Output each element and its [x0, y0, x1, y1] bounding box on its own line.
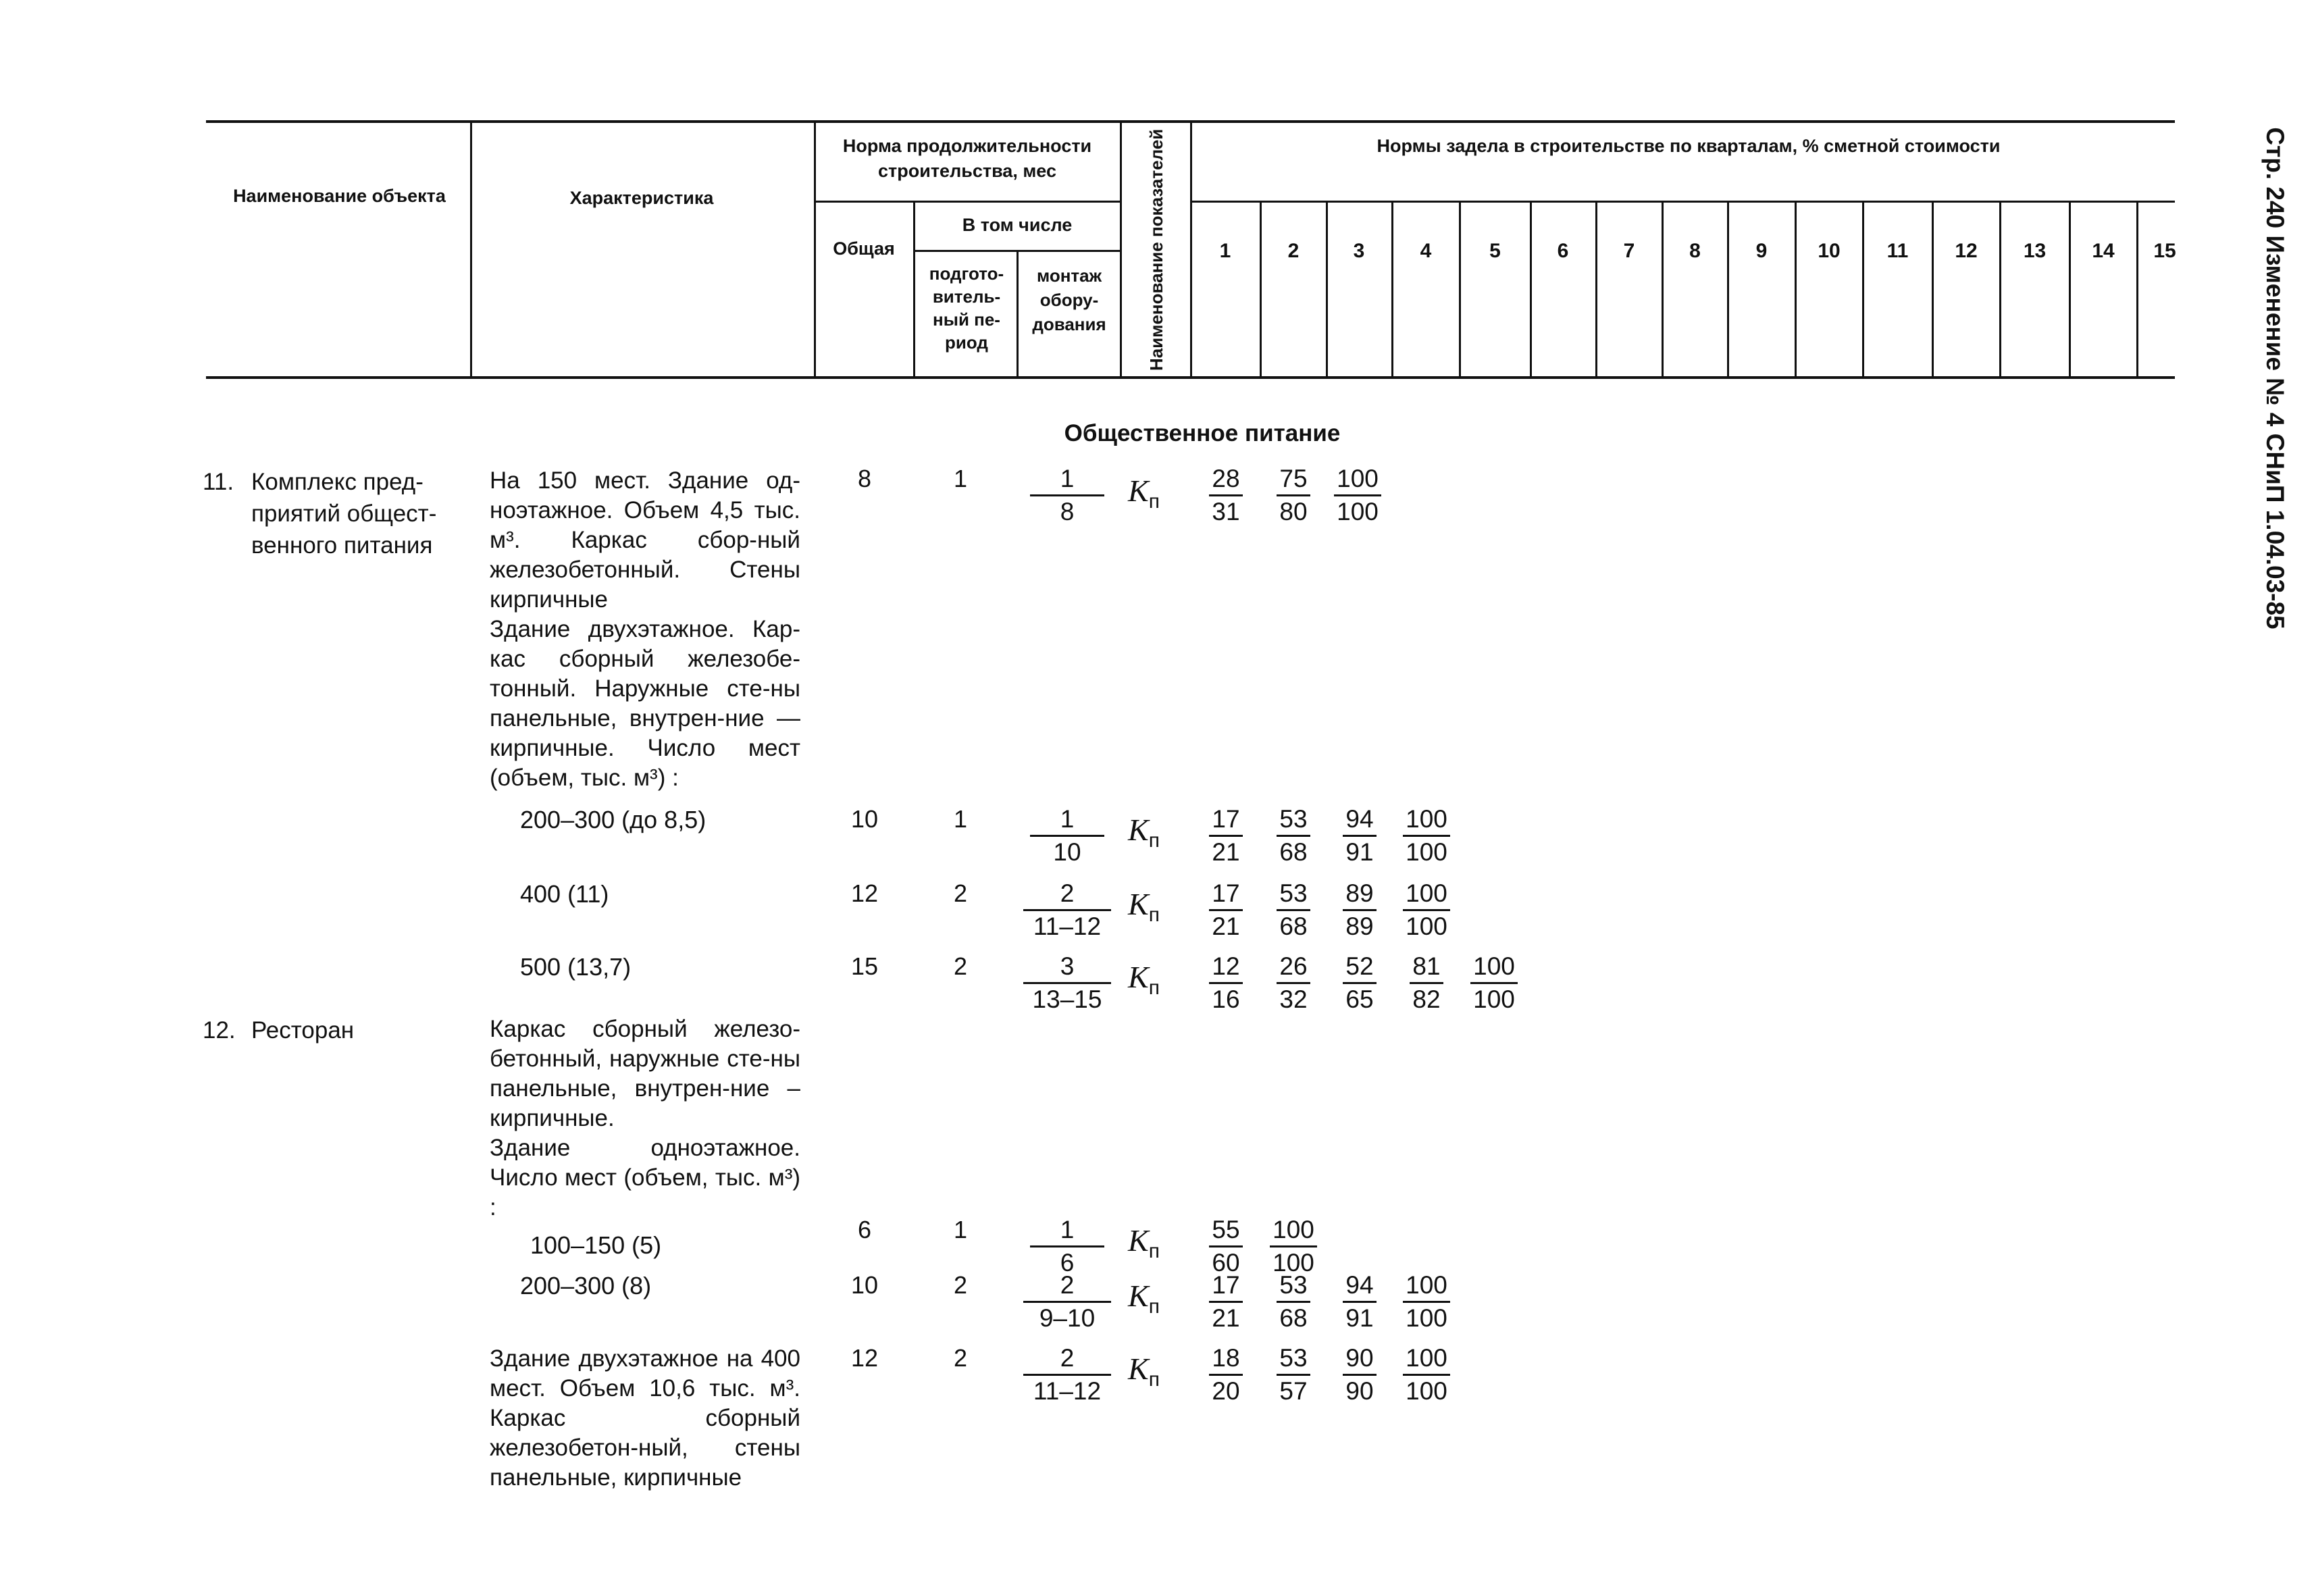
duration-total: 8 — [857, 465, 872, 492]
header-vline — [2069, 201, 2071, 378]
quarter-value: $\frac{100}{100}$ — [1260, 1216, 1327, 1277]
quarter-value: $\frac{53}{68}$ — [1260, 1271, 1327, 1333]
duration-total: 12 — [850, 1344, 879, 1372]
duration-total: 15 — [850, 952, 879, 980]
header-quarter: 13 — [2023, 240, 2047, 262]
indicator-kp: $K_п$ — [1128, 960, 1160, 1000]
quarter-value: $\frac{17}{21}$ — [1192, 1271, 1260, 1333]
header-characteristic: Характеристика — [569, 188, 714, 208]
row-label: 400 (11) — [520, 880, 609, 908]
header-vline — [2136, 201, 2138, 378]
header-indicators: Наименование показателей — [1146, 128, 1166, 371]
header-vline — [1017, 251, 1019, 378]
header-rule-duration — [814, 201, 1120, 203]
quarter-value: $\frac{94}{91}$ — [1326, 1271, 1393, 1333]
header-vline — [1391, 201, 1393, 378]
header-vline — [913, 201, 915, 378]
object-description: Здание двухэтажное. Кар-кас сборный железобе-тонный. Наружные сте-ны панельные, внутрен-ние — кирпичные. Число мест (объем, тыс. м³) : — [490, 616, 800, 791]
equipment-fraction: $\frac{1}{6}$ — [1030, 1216, 1104, 1277]
object-name: Ресторан — [251, 1017, 355, 1044]
header-vline — [1459, 201, 1461, 378]
quarter-value: $\frac{17}{21}$ — [1192, 805, 1260, 867]
duration-total: 12 — [850, 879, 879, 907]
quarter-value: $\frac{53}{57}$ — [1260, 1344, 1327, 1406]
row-label: 200–300 (до 8,5) — [520, 806, 706, 833]
duration-preparatory: 2 — [953, 879, 968, 907]
duration-preparatory: 2 — [953, 1344, 968, 1372]
fraction-numerator: 1 — [1030, 465, 1104, 496]
object-name: Комплекс пред-приятий общест-венного питания — [251, 469, 437, 559]
equipment-fraction: $\frac{2}{11-12}$ — [1023, 1344, 1111, 1406]
quarter-value: $\frac{52}{65}$ — [1326, 952, 1393, 1014]
header-rule-backlog — [1190, 201, 2175, 203]
header-vline — [1120, 122, 1122, 378]
object-description: Каркас сборный железо-бетонный, наружные сте-ны панельные, внутрен-ние – кирпичные. — [490, 1016, 800, 1131]
quarter-value: $\frac{100}{100}$ — [1393, 1344, 1460, 1406]
duration-preparatory: 2 — [953, 1271, 968, 1299]
equipment-fraction — [1030, 465, 1104, 526]
quarter-value: $\frac{90}{90}$ — [1326, 1344, 1393, 1406]
section-title: Общественное питание — [1064, 420, 1341, 446]
header-quarter: 1 — [1219, 240, 1231, 262]
header-vline — [1932, 201, 1934, 378]
quarter-value: $\frac{89}{89}$ — [1326, 879, 1393, 941]
quarter-value: $\frac{17}{21}$ — [1192, 879, 1260, 941]
equipment-fraction: $\frac{2}{11-12}$ — [1023, 879, 1111, 941]
indicator-kp: $K_п$ — [1128, 1352, 1160, 1391]
header-total: Общая — [833, 238, 895, 259]
quarter-value: $\frac{94}{91}$ — [1326, 805, 1393, 867]
header-object-name: Наименование объекта — [233, 186, 446, 206]
header-quarter: 5 — [1489, 240, 1501, 262]
duration-preparatory: 2 — [953, 952, 968, 980]
quarter-value: $\frac{28}{31}$ — [1192, 465, 1260, 526]
duration-preparatory: 1 — [953, 805, 968, 833]
quarter-value: $\frac{100}{100}$ — [1393, 1271, 1460, 1333]
header-vline — [1326, 201, 1328, 378]
quarter-value: $\frac{53}{68}$ — [1260, 805, 1327, 867]
quarter-value: $\frac{53}{68}$ — [1260, 879, 1327, 941]
header-vline — [1595, 201, 1597, 378]
indicator-kp: $K_п$ — [1128, 1223, 1160, 1263]
object-number: 12. — [203, 1017, 236, 1044]
header-quarter: 7 — [1623, 240, 1635, 262]
header-vline — [1862, 201, 1864, 378]
object-number: 11. — [203, 469, 234, 495]
quarter-value: $\frac{81}{82}$ — [1393, 952, 1460, 1014]
object-description: Здание одноэтажное. Число мест (объем, тыс. м³) : — [490, 1135, 800, 1220]
header-quarter: 10 — [1818, 240, 1841, 262]
equipment-fraction: $\frac{3}{13-15}$ — [1023, 952, 1111, 1014]
row-label: 100–150 (5) — [530, 1231, 662, 1259]
header-including: В том числе — [962, 215, 1073, 235]
row-label: 500 (13,7) — [520, 953, 632, 981]
header-quarter: 6 — [1557, 240, 1569, 262]
quarter-value: $\frac{100}{100}$ — [1324, 465, 1391, 526]
quarter-value: $\frac{100}{100}$ — [1393, 805, 1460, 867]
quarter-value: $\frac{55}{60}$ — [1192, 1216, 1260, 1277]
quarter-value: $\frac{18}{20}$ — [1192, 1344, 1260, 1406]
fraction-denominator: 8 — [1060, 498, 1075, 525]
header-equipment: монтаж обору-дования — [1032, 265, 1106, 334]
header-backlog-norm: Нормы задела в строительстве по кварталам, % сметной стоимости — [1377, 136, 2001, 156]
page-header-text: Стр. 240 Изменение № 4 СНиП 1.04.03-85 — [2261, 127, 2289, 629]
header-quarter: 8 — [1689, 240, 1701, 262]
indicator-kp: $K_п$ — [1128, 473, 1160, 513]
object-description: Здание двухэтажное на 400 мест. Объем 10,6 тыс. м³. Каркас сборный железобетон-ный, стены панельные, кирпичные — [490, 1345, 800, 1491]
quarter-value: $\frac{100}{100}$ — [1393, 879, 1460, 941]
quarter-value: $\frac{12}{16}$ — [1192, 952, 1260, 1014]
header-vline — [1727, 201, 1729, 378]
duration-total: 6 — [857, 1216, 872, 1243]
duration-preparatory: 1 — [953, 465, 968, 492]
quarter-value: $\frac{26}{32}$ — [1260, 952, 1327, 1014]
duration-total: 10 — [850, 805, 879, 833]
header-quarter: 15 — [2153, 240, 2176, 262]
indicator-kp: $K_п$ — [1128, 813, 1160, 852]
header-vline — [1530, 201, 1532, 378]
header-vline — [1999, 201, 2001, 378]
duration-total: 10 — [850, 1271, 879, 1299]
duration-preparatory: 1 — [953, 1216, 968, 1243]
quarter-value: $\frac{100}{100}$ — [1460, 952, 1528, 1014]
quarter-value: $\frac{75}{80}$ — [1260, 465, 1327, 526]
equipment-fraction: $\frac{1}{10}$ — [1030, 805, 1104, 867]
page-header — [2234, 122, 2314, 635]
header-quarter: 3 — [1353, 240, 1365, 262]
header-vline — [1260, 201, 1262, 378]
header-duration-norm: Норма продолжительности строительства, мес — [842, 136, 1092, 181]
header-quarter: 4 — [1420, 240, 1432, 262]
header-vline — [1795, 201, 1797, 378]
header-vline — [1662, 201, 1664, 378]
header-quarter: 11 — [1886, 240, 1909, 262]
indicator-kp: $K_п$ — [1128, 1279, 1160, 1318]
header-quarter: 12 — [1955, 240, 1978, 262]
header-quarter: 2 — [1287, 240, 1300, 262]
equipment-fraction: $\frac{2}{9-10}$ — [1023, 1271, 1111, 1333]
indicator-kp: $K_п$ — [1128, 887, 1160, 927]
header-vline — [470, 122, 472, 378]
header-preparatory: подгото-витель-ный пе-риод — [929, 263, 1004, 353]
row-label: 200–300 (8) — [520, 1272, 652, 1299]
object-description: На 150 мест. Здание од-ноэтажное. Объем 4,5 тыс. м³. Каркас сбор-ный железобетонный. Стены кирпичные — [490, 467, 800, 613]
header-quarter: 14 — [2092, 240, 2115, 262]
header-quarter: 9 — [1755, 240, 1768, 262]
